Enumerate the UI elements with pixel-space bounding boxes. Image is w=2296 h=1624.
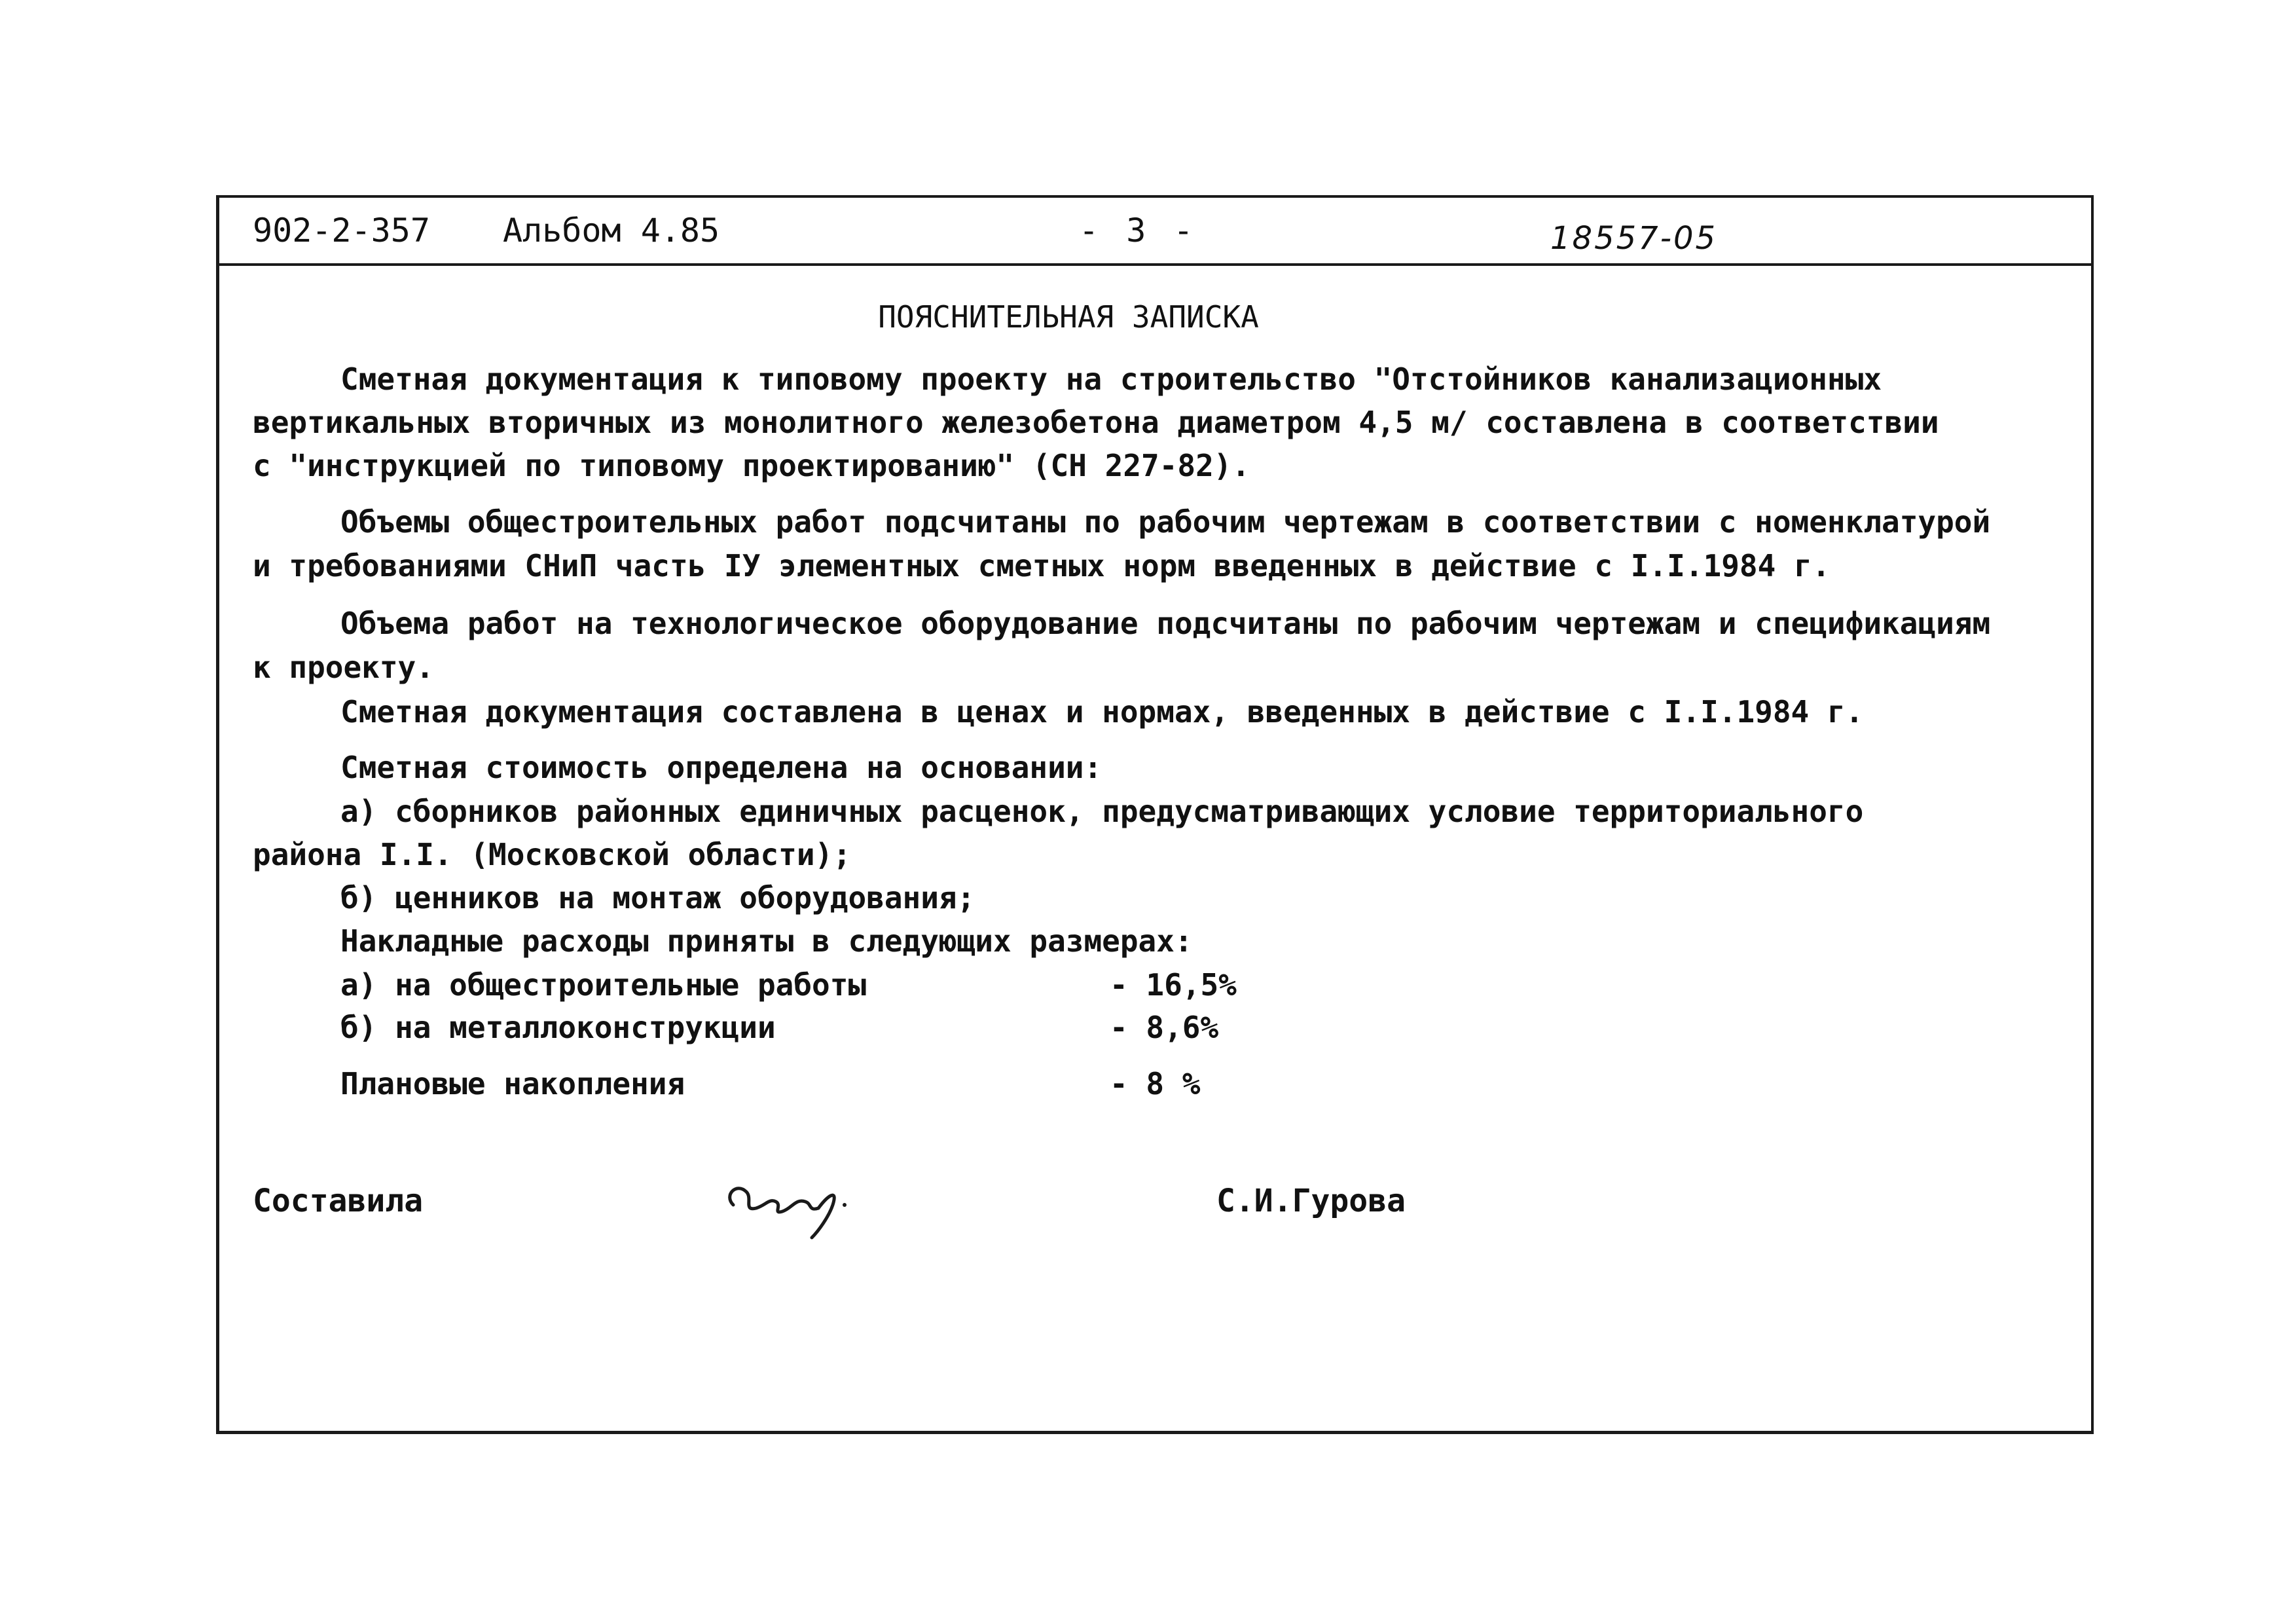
page-title: ПОЯСНИТЕЛЬНАЯ ЗАПИСКА: [878, 299, 1259, 335]
signer-name: С.И.Гурова: [1216, 1183, 1406, 1219]
overhead-label: б) на металлоконструкции: [340, 1010, 776, 1045]
body-line: к проекту.: [253, 650, 434, 685]
body-line: с "инструкцией по типовому проектированию" (СН 227-82).: [253, 448, 1250, 483]
header-divider: [216, 263, 2094, 266]
signature-icon: [720, 1172, 851, 1244]
body-line: а) сборников районных единичных расценок, предусматривающих условие территориального: [340, 794, 1864, 829]
body-line: района I.I. (Московской области);: [253, 837, 851, 872]
document-code: 902-2-357: [253, 212, 430, 249]
body-line: б) ценников на монтаж оборудования;: [340, 880, 975, 915]
body-line: Объема работ на технологическое оборудование подсчитаны по рабочим чертежам и спецификациям: [340, 606, 1991, 641]
body-line: Накладные расходы приняты в следующих размерах:: [340, 923, 1193, 959]
overhead-label: Плановые накопления: [340, 1066, 685, 1101]
body-line: Сметная документация составлена в ценах и нормах, введенных в действие с I.I.1984 г.: [340, 694, 1864, 729]
body-line: Объемы общестроительных работ подсчитаны по рабочим чертежам в соответствии с номенклатурой: [340, 504, 1991, 540]
page-number: - 3 -: [1079, 212, 1197, 249]
overhead-value: - 8 %: [1110, 1066, 1201, 1101]
album-number: Альбом 4.85: [503, 212, 720, 249]
body-line: вертикальных вторичных из монолитного железобетона диаметром 4,5 м/ составлена в соответствии: [253, 405, 1939, 440]
handwritten-number: 18557-05: [1550, 220, 1718, 257]
signature-label: Составила: [253, 1183, 424, 1219]
body-line: Сметная стоимость определена на основании:: [340, 750, 1102, 785]
overhead-label: а) на общестроительные работы: [340, 967, 867, 1003]
body-line: Сметная документация к типовому проекту на строительство "Отстойников канализационных: [340, 361, 1882, 397]
overhead-value: - 16,5%: [1110, 967, 1237, 1003]
overhead-value: - 8,6%: [1110, 1010, 1219, 1045]
body-line: и требованиями СНиП часть IУ элементных сметных норм введенных в действие с I.I.1984 г.: [253, 548, 1831, 583]
